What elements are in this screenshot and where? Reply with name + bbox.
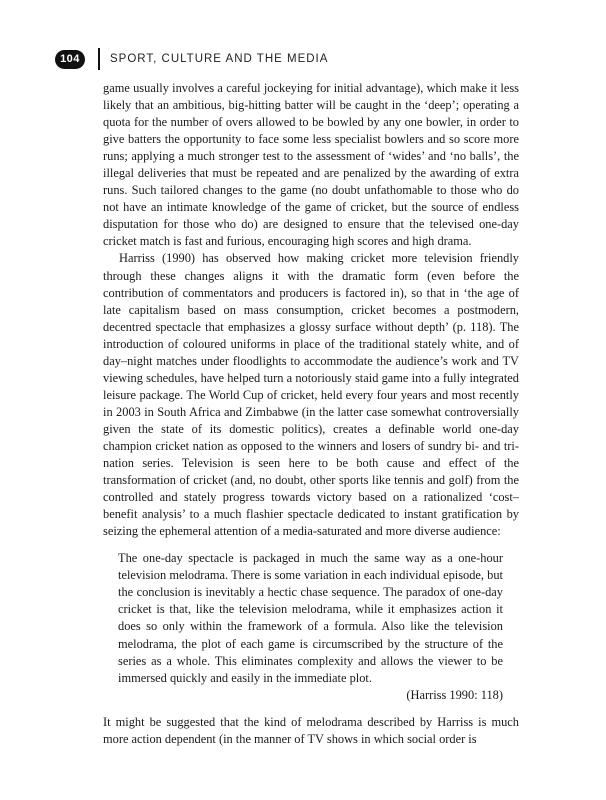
paragraph-harriss: Harriss (1990) has observed how making cricket more television friendly through these changes aligns it with the dramatic form (even before the contribution of commentators and producers is factored in), so that in ‘the age of late capitalism based on mass consumption, cricket becomes a postmodern, decentred spectacle that emphasizes a glossy surface without depth’ (p. 118). The introduction of coloured uniforms in place of the traditional stately white, and of day–night matches under floodlights to accommodate the audience’s work and TV viewing schedules, have helped turn a notoriously staid game into a fully integrated leisure package. The World Cup of cricket, held every four years and most recently in 2003 in South Africa and Zimbabwe (in the latter case somewhat controversially given the state of its domestic politics), creates a definable world one-day champion cricket nation as opposed to the winners and losers of sundry bi- and tri-nation series. Television is seen here to be both cause and effect of the transformation of cricket (and, no doubt, other sports like tennis and golf) from the controlled and stately progress towards victory based on a rationalized ‘cost–benefit analysis’ to a much flashier spectacle dedicated to instant gratification by seizing the ephemeral attention of a media-saturated and more diverse audience: xyxy=(103,251,519,539)
body-text xyxy=(103,80,519,748)
page-header xyxy=(55,44,328,74)
block-quote-text: The one-day spectacle is packaged in much the same way as a one-hour television melodrama. There is some variation in each individual episode, but the conclusion is inevitably a hectic chase sequence. The paradox of one-day cricket is that, like the television melodrama, while it emphasizes action it does so only within the framework of a formula. Also like the television melodrama, the plot of each game is circumscribed by the structure of the series as a whole. This eliminates complexity and allows the viewer to be immersed quickly and easily in the immediate plot. xyxy=(118,551,503,685)
paragraph-closing: It might be suggested that the kind of melodrama described by Harriss is much more action dependent (in the manner of TV shows in which social order is xyxy=(103,714,519,746)
paragraph-continued: game usually involves a careful jockeying for initial advantage), which make it less likely that an ambitious, big-hitting batter will be caught in the ‘deep’; operating a quota for the number of overs allowed to be bowled by any one bowler, in order to give batters the opportunity to face some less specialist bowlers and so score more runs; applying a much stronger test to the assessment of ‘wides’ and ‘no balls’, the illegal deliveries that must be repeated and are penalized by the awarding of extra runs. Such tailored changes to the game (no doubt unfathomable to those who do not have an intimate knowledge of the game of cricket, but the source of endless disputation for those who do) are designed to ensure that the televised one-day cricket match is fast and furious, encouraging high scores and high drama. xyxy=(103,81,519,249)
header-divider xyxy=(98,48,100,70)
running-head: SPORT, CULTURE AND THE MEDIA xyxy=(110,53,329,65)
block-quote-citation: (Harriss 1990: 118) xyxy=(406,687,503,702)
page-number-badge: 104 xyxy=(55,50,85,69)
block-quote xyxy=(118,550,503,703)
